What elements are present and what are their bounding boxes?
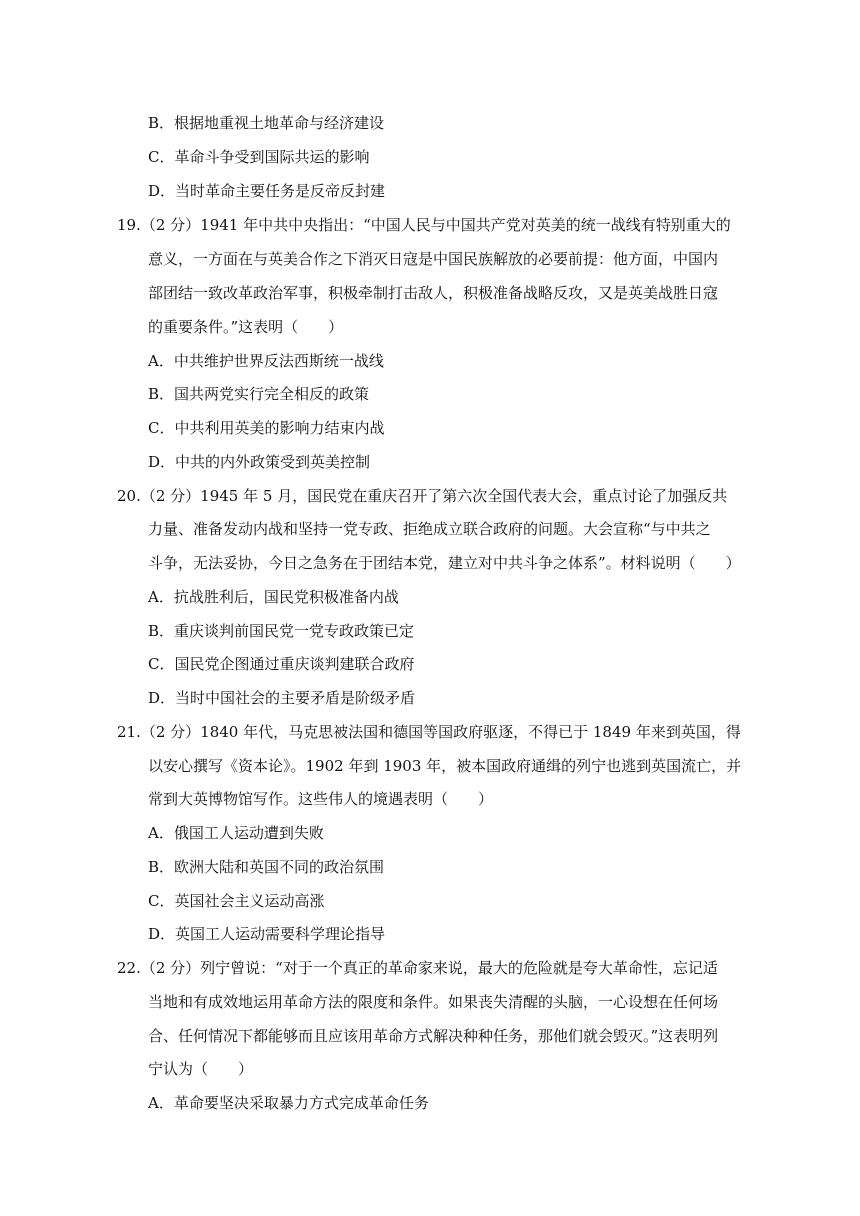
q19-option-b: B．国共两党实行完全相反的政策 <box>148 385 370 403</box>
q21-option-c: C．英国社会主义运动高涨 <box>148 892 325 910</box>
q22-stem-line-2: 当地和有成效地运用革命方法的限度和条件。如果丧失清醒的头脑，一心设想在任何场 <box>148 993 719 1011</box>
q20-stem-line-2: 力量、准备发动内战和坚持一党专政、拒绝成立联合政府的问题。大会宣称“与中共之 <box>148 520 711 538</box>
q19-stem-line-4: 的重要条件。”这表明（ ） <box>148 318 344 336</box>
q19-option-c: C．中共利用英美的影响力结束内战 <box>148 419 385 437</box>
q19-option-a: A．中共维护世界反法西斯统一战线 <box>148 352 384 370</box>
q21-option-d: D．英国工人运动需要科学理论指导 <box>148 925 386 943</box>
q20-option-a: A．抗战胜利后，国民党积极准备内战 <box>148 588 399 606</box>
q18-option-b: B．根据地重视土地革命与经济建设 <box>148 114 385 132</box>
q18-option-c: C．革命斗争受到国际共运的影响 <box>148 148 370 166</box>
q20-stem-line-1: 20.（2 分）1945 年 5 月，国民党在重庆召开了第六次全国代表大会，重点讨论了加强反共 <box>117 487 728 505</box>
q21-option-a: A．俄国工人运动遭到失败 <box>148 824 324 842</box>
q20-option-d: D．当时中国社会的主要矛盾是阶级矛盾 <box>148 689 416 707</box>
q21-stem-line-3: 常到大英博物馆写作。这些伟人的境遇表明（ ） <box>148 790 494 808</box>
q22-option-a: A．革命要坚决采取暴力方式完成革命任务 <box>148 1094 429 1112</box>
q22-stem-line-4: 宁认为（ ） <box>148 1060 254 1078</box>
q21-stem-line-1: 21.（2 分）1840 年代，马克思被法国和德国等国政府驱逐，不得已于 1849 年来到英国，得 <box>117 723 741 741</box>
q19-stem-line-1: 19.（2 分）1941 年中共中央指出：“中国人民与中国共产党对英美的统一战线有特别重大的 <box>117 216 731 234</box>
q21-option-b: B．欧洲大陆和英国不同的政治氛围 <box>148 858 385 876</box>
q22-stem-line-1: 22.（2 分）列宁曾说：“对于一个真正的革命家来说，最大的危险就是夸大革命性，忘记适 <box>117 959 718 977</box>
q21-stem-line-2: 以安心撰写《资本论》。1902 年到 1903 年，被本国政府通缉的列宁也逃到英国流亡，并 <box>148 757 742 775</box>
q22-stem-line-3: 合、任何情况下都能够而且应该用革命方式解决种种任务，那他们就会毁灭。”这表明列 <box>148 1027 719 1045</box>
q19-stem-line-3: 部团结一致改革政治军事，积极牵制打击敌人，积极准备战略反攻，又是英美战胜日寇 <box>148 284 719 302</box>
q20-stem-line-3: 斗争，无法妥协，今日之急务在于团结本党，建立对中共斗争之体系”。材料说明（ ） <box>148 554 741 572</box>
q18-option-d: D．当时革命主要任务是反帝反封建 <box>148 182 386 200</box>
q19-stem-line-2: 意义，一方面在与英美合作之下消灭日寇是中国民族解放的必要前提：他方面，中国内 <box>148 250 719 268</box>
q20-option-c: C．国民党企图通过重庆谈判建联合政府 <box>148 655 415 673</box>
q19-option-d: D．中共的内外政策受到英美控制 <box>148 453 371 471</box>
q20-option-b: B．重庆谈判前国民党一党专政政策已定 <box>148 622 415 640</box>
